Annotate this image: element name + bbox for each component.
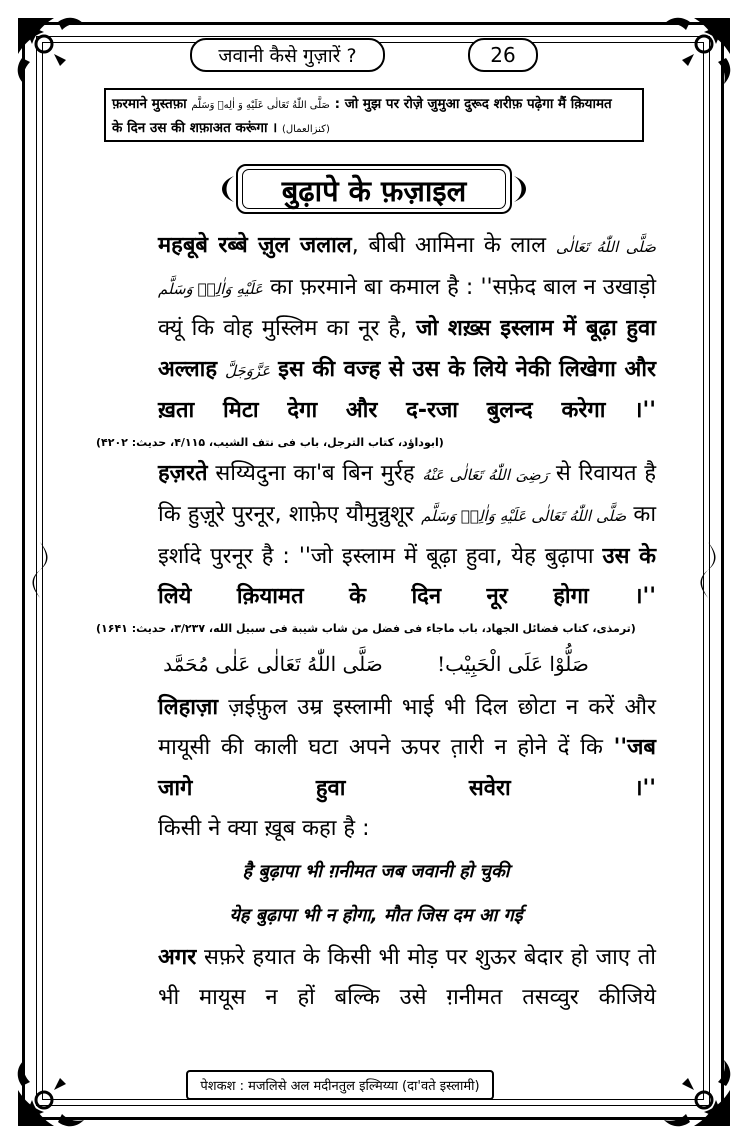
durood-reference: (کنزالعمال) xyxy=(281,124,330,135)
paragraph-5: अगर सफ़रे हयात के किसी भी मोड़ पर शुऊर बेदार हो जाए तो भी मायूस न हों बल्कि उसे ग़नीमत तसव्वुर कीजिये xyxy=(158,944,656,1010)
corner-ornament-bottom-left xyxy=(14,1040,104,1130)
footer-publisher: पेशकश : मजलिसे अल मदीनतुल इल्मिय्या (दा'वते इस्लामी) xyxy=(186,1070,494,1100)
corner-ornament-bottom-right xyxy=(644,1040,734,1130)
durood-text: : जो मुझ पर रोज़े जुमुआ दुरूद शरीफ़ पढ़ेगा मैं क़ियामत xyxy=(334,96,612,112)
durood-label: फ़रमाने मुस्तफ़ा xyxy=(112,96,187,112)
arabic-azza-wa-jal: عَزَّوَجَلَّ xyxy=(225,361,271,380)
salutation-line xyxy=(96,640,656,688)
arabic-salawat: صَلَّى اللّٰهُ تَعَالٰى عَلَيْهِ وَاٰلِهٖ وَسَلَّم xyxy=(158,238,657,298)
hadith-reference-1: (ابوداؤد، کتاب الترجل، باب فی نتف الشیب، ۴/۱۱۵، حدیث: ۴۲۰۲) xyxy=(96,435,444,449)
couplet-line-2: येह बुढ़ापा भी न होगा, मौत जिस दम आ गई xyxy=(229,904,523,926)
salutation-left: صَلَّى اللّٰهُ تَعَالٰى عَلٰى مُحَمَّد xyxy=(163,651,383,676)
durood-notice-box xyxy=(104,88,644,142)
hadith-reference-2: (ترمذی، کتاب فضائل الجهاد، باب ماجاء فی فضل من شاب شیبة فی سبیل الله، ۳/۲۳۷، حدیث: ۱۶۴۱) xyxy=(96,621,636,635)
side-ornament-left xyxy=(28,540,52,600)
paragraph-3: लिहाज़ा ज़ईफ़ुल उम्र इस्लामी भाई भी दिल छोटा न करें और मायूसी की काली घटा अपने ऊपर त़ारी न होने दें कि ''जब जागे हुवा सवेरा ।'' xyxy=(158,694,656,801)
salutation-right: صَلُّوْا عَلَى الْحَبِيْب! xyxy=(437,651,589,676)
corner-ornament-top-right xyxy=(644,14,734,104)
section-heading xyxy=(214,160,534,220)
arabic-salawat: صَلَّى اللّٰهُ تَعَالٰى عَلَيْهِ وَ اٰلِهٖ وَسَلَّم xyxy=(191,100,330,111)
heading-ornament-left xyxy=(214,174,236,204)
couplet-line-1: है बुढ़ापा भी ग़नीमत जब जवानी हो चुकी xyxy=(242,860,510,882)
page-number: 26 xyxy=(468,38,538,72)
durood-line-1 xyxy=(112,93,636,117)
section-heading-text: बुढ़ापे के फ़ज़ाइल xyxy=(281,173,467,208)
main-content xyxy=(96,226,656,1019)
paragraph-4: किसी ने क्या ख़ूब कहा है : xyxy=(158,816,370,841)
paragraph-1: महबूबे रब्बे ज़ुल जलाल, बीबी आमिना के लाल صَلَّى اللّٰهُ تَعَالٰى عَلَيْهِ وَاٰلِهٖ وَسَلَّم का फ़रमाने बा कमाल है : ''सफ़ेद बाल न उखाड़ो क्यूं कि वोह मुस्लिम का नूर है, जो शख़्स इस्लाम में बूढ़ा हुवा अल्लाह عَزَّوَجَلَّ इस की वज्ह से उस के लिये नेकी लिखेगा और ख़ता मिटा देगा और द-रजा बुलन्द करेगा ।'' xyxy=(158,233,657,423)
heading-ornament-right xyxy=(512,174,534,204)
book-title: जवानी कैसे गुज़ारें ? xyxy=(190,38,385,72)
paragraph-2: हज़रते सय्यिदुना का'ब बिन मुर्रह رَضِیَ اللّٰهُ تَعَالٰی عَنْهُ से रिवायत है कि हुज़ूरे पुरनूर, शाफ़ेए यौमुन्नुशूर صَلَّى اللّٰهُ تَعَالٰى عَلَيْهِ وَاٰلِهٖ وَسَلَّم का इर्शादे पुरनूर है : ''जो इस्लाम में बूढ़ा हुवा, येह बुढ़ापा उस के लिये क़ियामत के दिन नूर होगा ।'' xyxy=(158,460,657,609)
durood-text-2: के दिन उस की शफ़ाअत करूंगा । xyxy=(112,120,278,136)
side-ornament-right xyxy=(696,540,720,600)
arabic-radi-allahu-anhu: رَضِیَ اللّٰهُ تَعَالٰی عَنْهُ xyxy=(422,465,549,484)
corner-ornament-top-left xyxy=(14,14,104,104)
arabic-salawat: صَلَّى اللّٰهُ تَعَالٰى عَلَيْهِ وَاٰلِهٖ وَسَلَّم xyxy=(421,507,627,525)
durood-line-2 xyxy=(112,117,636,141)
